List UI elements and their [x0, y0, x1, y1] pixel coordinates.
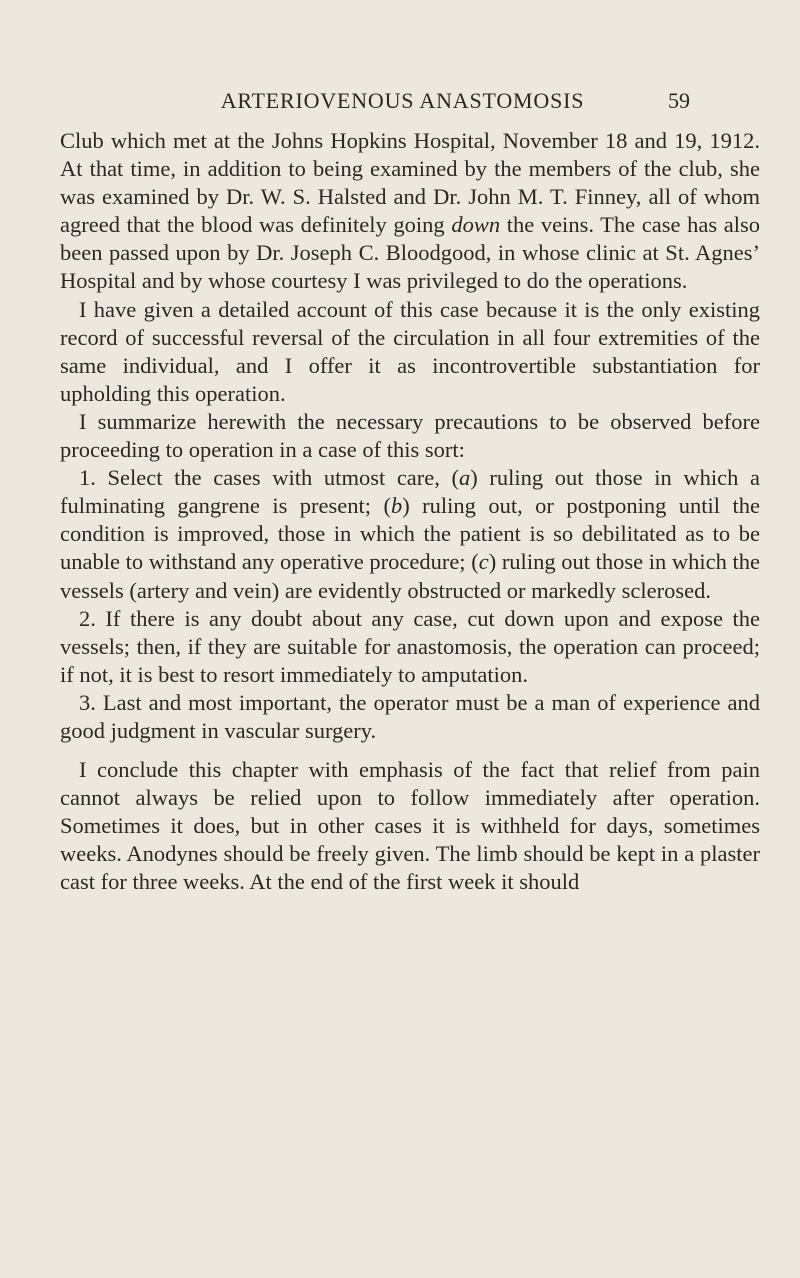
paragraph-detailed-account: I have given a detailed account of this case because it is the only existing record of successful reversal of the circulation in all four extremities of the same individual, and I offer it as incontrovertible substantiation for upholding this operation.	[60, 296, 760, 406]
paragraph-club-examination	[60, 127, 760, 296]
list-item-precaution-2: 2. If there is any doubt about any case, cut down upon and expose the vessels; then, if they are suitable for anastomosis, the operation can proceed; if not, it is best to resort immediately to amputation.	[60, 605, 760, 687]
page-number: 59	[668, 88, 690, 113]
paragraph-text: ) ruling out those in which a fulminating gangrene is present; (	[60, 465, 760, 519]
emphasis-letter-b: b	[390, 493, 403, 519]
paragraph-text: 1. Select the cases with utmost care, (	[79, 465, 460, 491]
paragraph-text: ) ruling out, or postponing until the condition is improved, those in which the patient is so debilitated as to be unable to withstand any operative procedure; (	[60, 493, 760, 575]
emphasis-down: down	[451, 212, 501, 238]
list-item-precaution-3: 3. Last and most important, the operator must be a man of experience and good judgment in vascular surgery.	[60, 689, 760, 743]
paragraph-text: the veins. The case has also been passed upon by Dr. Joseph C. Bloodgood, in whose clinic at St. Agnes’ Hospital and by whose courtesy I was privileged to do the operations.	[60, 212, 760, 294]
paragraph-precautions-intro: I summarize herewith the necessary precautions to be observed before proceeding to operation in a case of this sort:	[60, 408, 760, 463]
paragraph-text: Club which met at the Johns Hopkins Hospital, November 18 and 19, 1912. At that time, in addition to being examined by the members of the club, she was examined by Dr. W. S. Halsted and Dr. John M. T. Finney, all of whom agreed that the blood was definitely going	[60, 128, 760, 238]
paragraph-text: ) ruling out those in which the vessels (artery and vein) are evidently obstructed or markedly sclerosed.	[60, 549, 760, 603]
list-item-precaution-1	[60, 464, 760, 604]
running-head: ARTERIOVENOUS ANASTOMOSIS	[220, 88, 585, 113]
page-header	[115, 88, 690, 120]
paragraph-conclusion: I conclude this chapter with emphasis of the fact that relief from pain cannot always be relied upon to follow immediately after operation. Sometimes it does, but in other cases it is withheld for days, sometimes weeks. Anodynes should be freely given. The limb should be kept in a plaster cast for three weeks. At the end of the first week it should	[60, 757, 760, 895]
body-text	[60, 127, 760, 897]
emphasis-letter-a: a	[459, 465, 471, 491]
emphasis-letter-c: c	[478, 549, 489, 575]
